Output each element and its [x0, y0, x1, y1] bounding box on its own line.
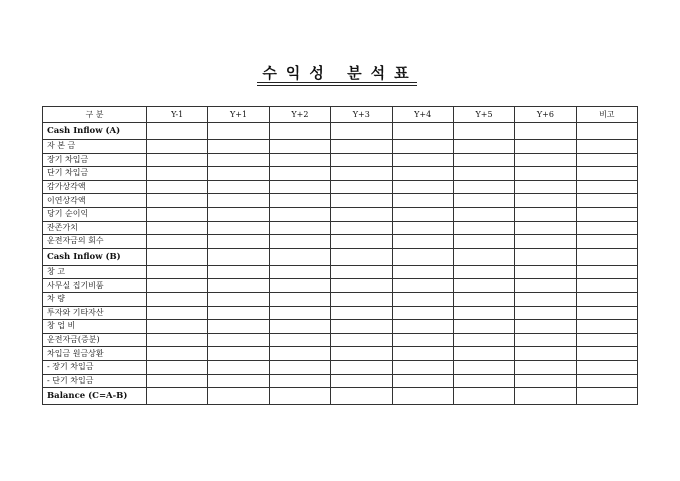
- table-cell: [392, 374, 453, 388]
- table-cell: [453, 167, 514, 181]
- table-cell: [453, 235, 514, 249]
- header-y-minus1: Y-1: [147, 107, 208, 123]
- table-cell: [269, 167, 330, 181]
- table-cell: [147, 374, 208, 388]
- table-cell: [208, 320, 269, 334]
- table-cell: [515, 333, 576, 347]
- table-cell: [515, 153, 576, 167]
- table-cell: [576, 374, 637, 388]
- table-row: [43, 292, 638, 306]
- table-cell: [269, 153, 330, 167]
- table-cell: [208, 347, 269, 361]
- table-cell: [392, 123, 453, 140]
- table-cell: [208, 279, 269, 293]
- table-cell: [147, 320, 208, 334]
- row-label: 잔존가치: [43, 221, 147, 235]
- table-cell: [576, 360, 637, 374]
- table-cell: [392, 180, 453, 194]
- table-cell: [269, 347, 330, 361]
- table-cell: [331, 360, 392, 374]
- table-cell: [453, 320, 514, 334]
- table-cell: [331, 221, 392, 235]
- table-cell: [515, 292, 576, 306]
- table-cell: [331, 374, 392, 388]
- row-label: Cash Inflow (B): [43, 248, 147, 265]
- table-cell: [147, 221, 208, 235]
- table-row: [43, 180, 638, 194]
- table-cell: [147, 180, 208, 194]
- row-label: 차입금 원금상환: [43, 347, 147, 361]
- table-section-row: [43, 388, 638, 405]
- row-label: 운전자금(증분): [43, 333, 147, 347]
- table-row: [43, 374, 638, 388]
- table-cell: [515, 360, 576, 374]
- table-cell: [208, 221, 269, 235]
- table-cell: [453, 248, 514, 265]
- table-cell: [453, 221, 514, 235]
- table-cell: [576, 180, 637, 194]
- table-cell: [576, 388, 637, 405]
- table-row: [43, 333, 638, 347]
- table-cell: [392, 279, 453, 293]
- row-label: 장기 차입금: [43, 153, 147, 167]
- table-cell: [208, 153, 269, 167]
- table-cell: [515, 221, 576, 235]
- table-cell: [392, 207, 453, 221]
- header-y6: Y+6: [515, 107, 576, 123]
- table-cell: [331, 388, 392, 405]
- table-cell: [331, 265, 392, 279]
- table-row: [43, 221, 638, 235]
- table-row: [43, 167, 638, 181]
- table-cell: [147, 347, 208, 361]
- table-cell: [515, 279, 576, 293]
- table-cell: [576, 248, 637, 265]
- table-cell: [331, 140, 392, 154]
- table-cell: [453, 388, 514, 405]
- table-cell: [269, 207, 330, 221]
- table-row: [43, 360, 638, 374]
- table-cell: [208, 140, 269, 154]
- table-cell: [392, 248, 453, 265]
- table-cell: [331, 194, 392, 208]
- table-cell: [453, 374, 514, 388]
- table-cell: [269, 374, 330, 388]
- table-cell: [331, 347, 392, 361]
- table-cell: [269, 180, 330, 194]
- table-cell: [392, 265, 453, 279]
- table-cell: [392, 292, 453, 306]
- table-cell: [269, 360, 330, 374]
- table-cell: [269, 279, 330, 293]
- table-cell: [147, 360, 208, 374]
- table-cell: [208, 360, 269, 374]
- table-cell: [147, 306, 208, 320]
- table-cell: [331, 167, 392, 181]
- table-cell: [208, 292, 269, 306]
- table-cell: [269, 333, 330, 347]
- table-cell: [208, 265, 269, 279]
- table-row: [43, 194, 638, 208]
- table-cell: [576, 333, 637, 347]
- table-cell: [147, 207, 208, 221]
- table-cell: [147, 153, 208, 167]
- table-cell: [576, 167, 637, 181]
- row-label: 단기 차입금: [43, 167, 147, 181]
- row-label: 자 본 금: [43, 140, 147, 154]
- table-row: [43, 347, 638, 361]
- header-y5: Y+5: [453, 107, 514, 123]
- table-cell: [392, 235, 453, 249]
- table-cell: [576, 140, 637, 154]
- header-y1: Y+1: [208, 107, 269, 123]
- table-cell: [392, 167, 453, 181]
- header-y4: Y+4: [392, 107, 453, 123]
- table-cell: [515, 235, 576, 249]
- title-underline: [257, 82, 417, 83]
- table-cell: [453, 279, 514, 293]
- table-cell: [208, 123, 269, 140]
- header-y2: Y+2: [269, 107, 330, 123]
- table-cell: [453, 265, 514, 279]
- table-cell: [331, 235, 392, 249]
- table-row: [43, 235, 638, 249]
- table-cell: [515, 374, 576, 388]
- table-cell: [515, 207, 576, 221]
- row-label: 창 업 비: [43, 320, 147, 334]
- table-cell: [392, 333, 453, 347]
- table-cell: [453, 140, 514, 154]
- table-cell: [269, 265, 330, 279]
- table-cell: [208, 207, 269, 221]
- table-cell: [208, 388, 269, 405]
- table-cell: [147, 248, 208, 265]
- table-cell: [208, 333, 269, 347]
- row-label: 운전자금의 회수: [43, 235, 147, 249]
- table-section-row: [43, 248, 638, 265]
- table-cell: [147, 235, 208, 249]
- table-cell: [453, 123, 514, 140]
- table-cell: [269, 306, 330, 320]
- table-row: [43, 140, 638, 154]
- header-row: [43, 107, 638, 123]
- table-cell: [453, 306, 514, 320]
- table-cell: [515, 180, 576, 194]
- page-title: 수익성 분석표: [262, 64, 418, 82]
- row-label: 창 고: [43, 265, 147, 279]
- table-body: [43, 123, 638, 405]
- table-section-row: [43, 123, 638, 140]
- table-cell: [515, 347, 576, 361]
- table-cell: [331, 292, 392, 306]
- row-label: 사무실 집기비품: [43, 279, 147, 293]
- table-cell: [269, 194, 330, 208]
- table-cell: [269, 221, 330, 235]
- table-cell: [515, 306, 576, 320]
- table-cell: [147, 167, 208, 181]
- table-cell: [515, 248, 576, 265]
- row-label: 투자와 기타자산: [43, 306, 147, 320]
- table-cell: [392, 221, 453, 235]
- table-cell: [576, 279, 637, 293]
- table-cell: [453, 194, 514, 208]
- table-cell: [269, 123, 330, 140]
- table-cell: [515, 388, 576, 405]
- table-cell: [576, 265, 637, 279]
- table-cell: [208, 374, 269, 388]
- row-label: 이연상각액: [43, 194, 147, 208]
- table-cell: [515, 123, 576, 140]
- table-cell: [576, 235, 637, 249]
- table-cell: [147, 194, 208, 208]
- header-note: 비고: [576, 107, 637, 123]
- table-cell: [392, 306, 453, 320]
- table-cell: [208, 248, 269, 265]
- table-cell: [208, 180, 269, 194]
- table-cell: [269, 248, 330, 265]
- table-cell: [576, 292, 637, 306]
- row-label: - 장기 차입금: [43, 360, 147, 374]
- table-cell: [453, 207, 514, 221]
- table-cell: [453, 180, 514, 194]
- table-cell: [392, 320, 453, 334]
- table-cell: [392, 388, 453, 405]
- table-cell: [269, 235, 330, 249]
- table-row: [43, 306, 638, 320]
- table-cell: [331, 320, 392, 334]
- table-cell: [453, 333, 514, 347]
- table-cell: [392, 140, 453, 154]
- table-cell: [331, 180, 392, 194]
- table-cell: [392, 360, 453, 374]
- table-cell: [576, 306, 637, 320]
- table-cell: [453, 360, 514, 374]
- table-cell: [331, 123, 392, 140]
- table-cell: [576, 221, 637, 235]
- table-cell: [208, 235, 269, 249]
- table-cell: [331, 306, 392, 320]
- header-category: 구 분: [43, 107, 147, 123]
- row-label: 차 량: [43, 292, 147, 306]
- table-cell: [269, 388, 330, 405]
- table-cell: [392, 194, 453, 208]
- table-cell: [576, 194, 637, 208]
- table-cell: [147, 292, 208, 306]
- table-cell: [208, 167, 269, 181]
- table-cell: [147, 123, 208, 140]
- row-label: Cash Inflow (A): [43, 123, 147, 140]
- table-cell: [392, 153, 453, 167]
- table-cell: [453, 347, 514, 361]
- table-cell: [147, 388, 208, 405]
- table-cell: [331, 279, 392, 293]
- row-label: 당기 순이익: [43, 207, 147, 221]
- header-y3: Y+3: [331, 107, 392, 123]
- title-double-underline: [257, 85, 417, 86]
- table-cell: [269, 140, 330, 154]
- row-label: 감가상각액: [43, 180, 147, 194]
- table-cell: [515, 265, 576, 279]
- table-cell: [331, 153, 392, 167]
- table-cell: [269, 320, 330, 334]
- table-cell: [515, 140, 576, 154]
- table-row: [43, 153, 638, 167]
- table-cell: [576, 347, 637, 361]
- table-row: [43, 320, 638, 334]
- table-cell: [515, 194, 576, 208]
- profitability-table: [42, 106, 638, 405]
- table-row: [43, 265, 638, 279]
- table-row: [43, 279, 638, 293]
- table-cell: [331, 333, 392, 347]
- row-label: Balance (C=A-B): [43, 388, 147, 405]
- table-cell: [147, 265, 208, 279]
- table-cell: [576, 207, 637, 221]
- table-row: [43, 207, 638, 221]
- table-cell: [453, 292, 514, 306]
- table-cell: [576, 123, 637, 140]
- row-label: - 단기 차입금: [43, 374, 147, 388]
- table-cell: [392, 347, 453, 361]
- table-cell: [208, 194, 269, 208]
- table-cell: [453, 153, 514, 167]
- table-cell: [331, 248, 392, 265]
- table-cell: [269, 292, 330, 306]
- table-cell: [147, 333, 208, 347]
- table-cell: [515, 167, 576, 181]
- table-cell: [147, 140, 208, 154]
- table-cell: [331, 207, 392, 221]
- table-cell: [576, 320, 637, 334]
- table-cell: [208, 306, 269, 320]
- table-cell: [576, 153, 637, 167]
- table-cell: [515, 320, 576, 334]
- table-cell: [147, 279, 208, 293]
